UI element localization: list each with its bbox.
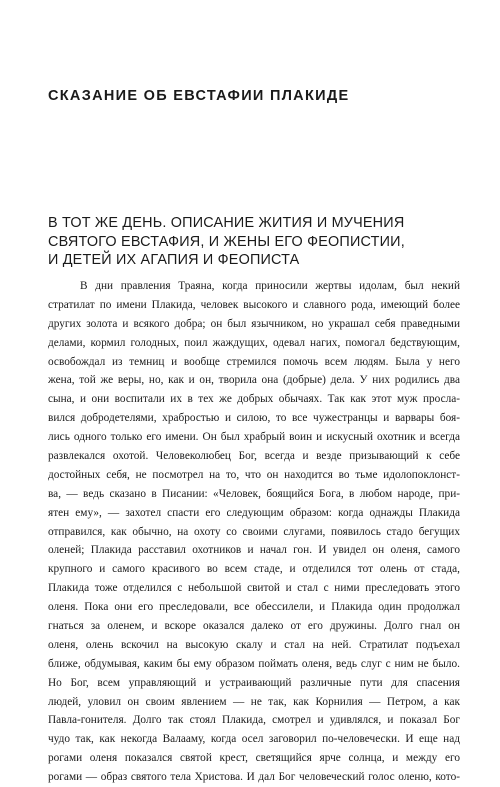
section-heading-line: И ДЕТЕЙ ИХ АГАПИЯ И ФЕОПИСТА bbox=[48, 252, 300, 268]
section-heading bbox=[48, 214, 458, 270]
text-line: достойных себя, не посмотрел на то, что он находится во тьме идолопоклонст- bbox=[48, 468, 460, 481]
text-line: чудо так, как некогда Валааму, когда осел заговорил по-человечески. И еще над bbox=[48, 733, 460, 746]
text-line: жена, той же веры, но, как и он, творила она (добрые) дела. У них родились два bbox=[48, 374, 460, 387]
text-line: других золота и всякого добра; он был язычником, но украшал себя праведными bbox=[48, 317, 460, 330]
text-line: вился добродетелями, храбростью и силою, то все чужестранцы и варвары боя- bbox=[48, 412, 460, 425]
text-line: ятен ему», — захотел спасти его следующим образом: когда однажды Плакида bbox=[48, 506, 460, 519]
text-line: рогами — образ святого тела Христова. И дал Бог человеческий голос оленю, кото- bbox=[48, 771, 460, 784]
text-line: оленя, олень вскочил на высокую скалу и стал на ней. Стратилат подъехал bbox=[48, 638, 460, 651]
text-line: Но Бог, всем управляющий и устраивающий различные пути для спасения bbox=[48, 676, 460, 689]
text-line: освобождал из темниц и вообще стремился помочь всем людям. Была у него bbox=[48, 355, 460, 368]
text-line: оленей; Плакида расставил охотников и начал гон. И увидел он оленя, самого bbox=[48, 544, 460, 557]
text-line: ва, — ведь сказано в Писании: «Человек, боящийся Бога, в любом народе, при- bbox=[48, 487, 460, 500]
text-line: гнаться за оленем, и вскоре оказался далеко от его дружины. Долго гнал он bbox=[48, 620, 460, 633]
text-line: Павла-гонителя. Долго так стоял Плакида, смотрел и удивлялся, и показал Бог bbox=[48, 714, 460, 727]
section-heading-line: СВЯТОГО ЕВСТАФИЯ, И ЖЕНЫ ЕГО ФЕОПИСТИИ, bbox=[48, 233, 405, 250]
text-line: оленя. Пока они его преследовали, все обессилели, и Плакида один продолжал bbox=[48, 601, 460, 614]
body-text bbox=[48, 277, 460, 787]
text-line: сына, и они воспитали их в тех же добрых обычаях. Так как этот муж просла- bbox=[48, 393, 460, 406]
text-line: рогами оленя показался святой крест, светящийся ярче солнца, и между его bbox=[48, 752, 460, 765]
section-heading-line: В ТОТ ЖЕ ДЕНЬ. ОПИСАНИЕ ЖИТИЯ И МУЧЕНИЯ bbox=[48, 215, 405, 231]
text-line: ближе, обдумывая, каким бы ему образом поймать оленя, ведь слуг с ним не было. bbox=[48, 657, 460, 670]
text-line: крупного и самого красивого во всем стаде, и отделился тот олень от стада, bbox=[48, 563, 460, 576]
text-line: делами, кормил голодных, поил жаждущих, одевал нагих, помогал бедствующим, bbox=[48, 336, 460, 349]
text-line: Плакида тоже отделился с небольшой свитой и стал с ними преследовать этого bbox=[48, 582, 460, 595]
text-line: лись одного только его имени. Он был храбрый воин и искусный охотник и всегда bbox=[48, 431, 460, 444]
text-line: стратилат по имени Плакида, человек высокого и славного рода, имеющий более bbox=[48, 298, 460, 311]
text-line: людей, уловил он своим явлением — не так, как Корнилия — Петром, а как bbox=[48, 695, 460, 708]
page-title: СКАЗАНИЕ ОБ ЕВСТАФИИ ПЛАКИДЕ bbox=[48, 88, 350, 104]
text-line: В дни правления Траяна, когда приносили жертвы идолам, был некий bbox=[80, 280, 460, 292]
text-line: отправился, как обычно, на охоту со своими слугами, появилось стадо бегущих bbox=[48, 525, 460, 538]
text-line: развлекался охотой. Человеколюбец Бог, всегда и везде призывающий к себе bbox=[48, 450, 460, 463]
